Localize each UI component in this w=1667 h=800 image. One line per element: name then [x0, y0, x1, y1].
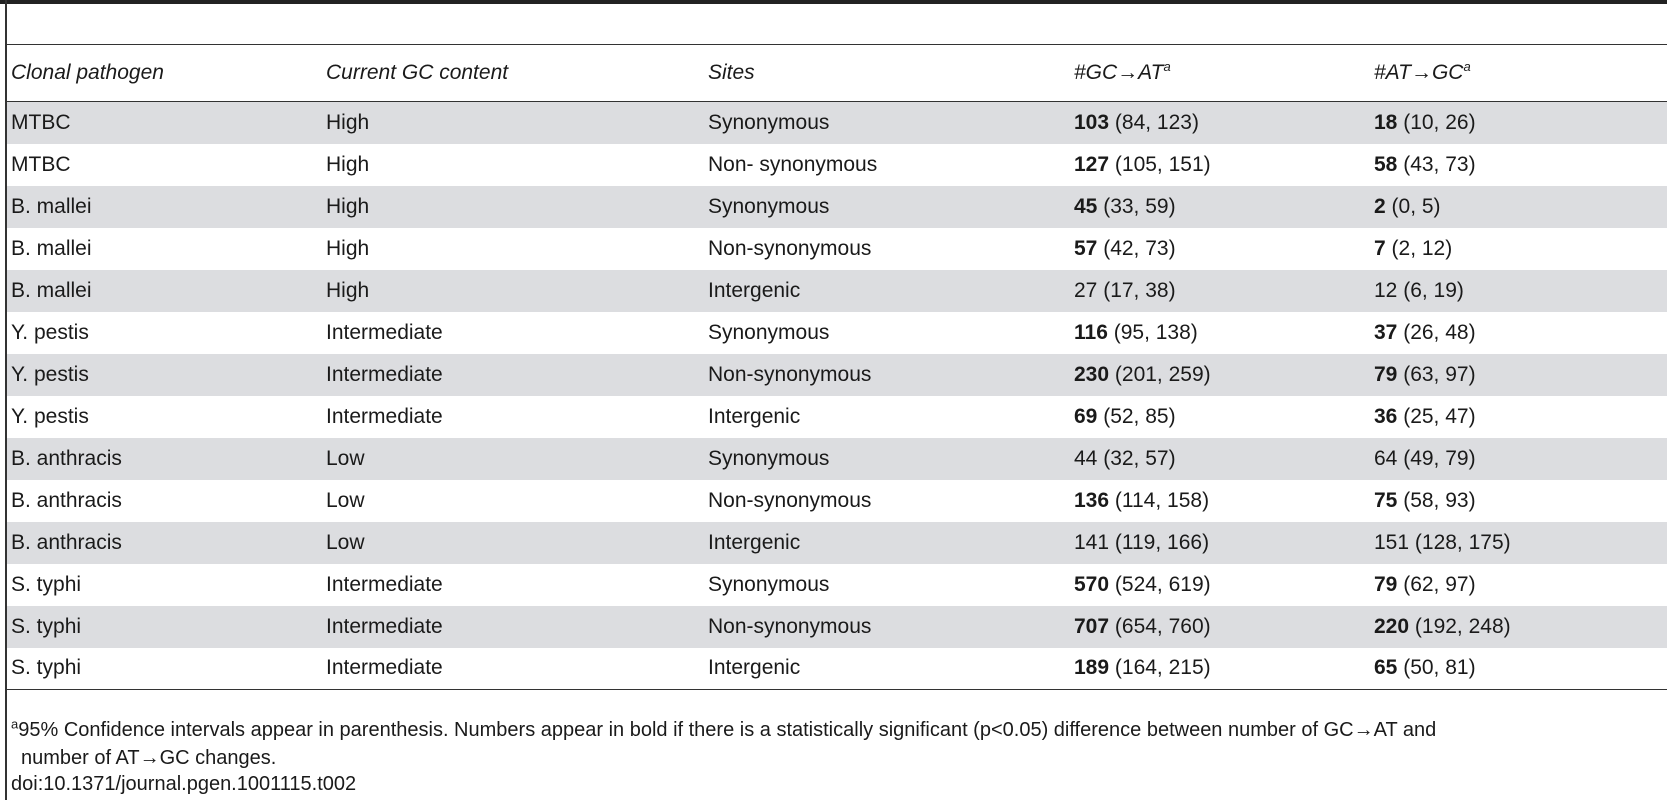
cell-at-to-gc — [1370, 144, 1667, 186]
cell-gc-content: Low — [326, 446, 365, 470]
table-row — [7, 144, 1667, 186]
cell-pathogen: S. typhi — [11, 656, 82, 680]
table-row — [7, 270, 1667, 312]
cell-gc-to-at-value: 141 — [1074, 530, 1110, 554]
footnote — [11, 716, 1651, 772]
header-clonal-pathogen: Clonal pathogen — [11, 61, 164, 84]
footnote-line-2: number of AT→GC changes. — [21, 747, 277, 769]
cell-gc-to-at-value: 103 — [1074, 110, 1110, 134]
cell-sites: Non-synonymous — [708, 488, 872, 512]
cell-gc-to-at-value: 57 — [1074, 236, 1098, 260]
header-at-to-gc-label: #AT→GC — [1374, 61, 1464, 84]
cell-at-to-gc-ci: (192, 248) — [1414, 614, 1511, 638]
cell-sites: Intergenic — [708, 656, 801, 680]
table-row — [7, 522, 1667, 564]
table-row — [7, 312, 1667, 354]
cell-gc-to-at-ci: (119, 166) — [1114, 530, 1210, 554]
cell-gc-content: High — [326, 110, 370, 134]
cell-pathogen: B. anthracis — [11, 488, 122, 512]
cell-gc-to-at-ci: (84, 123) — [1114, 110, 1199, 134]
cell-at-to-gc — [1370, 648, 1667, 690]
cell-gc-content: Intermediate — [326, 320, 443, 344]
cell-at-to-gc-ci: (63, 97) — [1403, 362, 1476, 386]
cell-gc-to-at-value: 69 — [1074, 404, 1098, 428]
cell-at-to-gc — [1370, 228, 1667, 270]
cell-gc-to-at-value: 707 — [1074, 614, 1110, 638]
cell-gc-to-at-ci: (164, 215) — [1114, 656, 1211, 680]
cell-gc-to-at — [1070, 522, 1370, 564]
cell-gc-to-at-ci: (114, 158) — [1114, 488, 1210, 512]
cell-gc-to-at — [1070, 606, 1370, 648]
cell-at-to-gc-value: 151 — [1374, 530, 1410, 554]
cell-gc-content: Low — [326, 488, 365, 512]
footnote-text-1: 95% Confidence intervals appear in parenthesis. Numbers appear in bold if there is a statistically significant (p<0.05) difference between number of GC→AT and — [18, 719, 1437, 741]
cell-at-to-gc-ci: (10, 26) — [1403, 110, 1476, 134]
cell-at-to-gc — [1370, 480, 1667, 522]
cell-sites: Synonymous — [708, 572, 830, 596]
cell-gc-to-at — [1070, 648, 1370, 690]
header-gc-to-at-sup: a — [1163, 59, 1171, 74]
cell-pathogen: B. anthracis — [11, 446, 122, 470]
cell-at-to-gc-value: 64 — [1374, 446, 1398, 470]
cell-gc-to-at — [1070, 186, 1370, 228]
cell-sites: Non-synonymous — [708, 236, 872, 260]
cell-sites: Synonymous — [708, 446, 830, 470]
cell-sites: Intergenic — [708, 404, 801, 428]
top-border — [0, 0, 1667, 4]
header-at-to-gc-sup: a — [1463, 59, 1471, 74]
results-table-container — [7, 44, 1667, 690]
table-row — [7, 354, 1667, 396]
cell-at-to-gc-ci: (25, 47) — [1403, 404, 1476, 428]
cell-at-to-gc-value: 18 — [1374, 110, 1398, 134]
cell-at-to-gc-ci: (58, 93) — [1403, 488, 1476, 512]
cell-at-to-gc-ci: (6, 19) — [1403, 278, 1464, 302]
cell-gc-to-at-ci: (654, 760) — [1114, 614, 1211, 638]
table-row — [7, 606, 1667, 648]
cell-sites: Intergenic — [708, 278, 801, 302]
cell-gc-to-at-ci: (17, 38) — [1103, 278, 1176, 302]
cell-at-to-gc — [1370, 270, 1667, 312]
header-gc-to-at — [1070, 45, 1370, 102]
cell-pathogen: S. typhi — [11, 614, 82, 638]
cell-pathogen: MTBC — [11, 110, 71, 134]
cell-at-to-gc-ci: (49, 79) — [1403, 446, 1476, 470]
cell-at-to-gc-value: 79 — [1374, 572, 1398, 596]
cell-gc-content: High — [326, 152, 370, 176]
cell-pathogen: S. typhi — [11, 572, 82, 596]
cell-gc-to-at-ci: (32, 57) — [1103, 446, 1176, 470]
cell-sites: Intergenic — [708, 530, 801, 554]
cell-at-to-gc-value: 36 — [1374, 404, 1398, 428]
cell-at-to-gc-value: 65 — [1374, 656, 1398, 680]
cell-at-to-gc-value: 58 — [1374, 152, 1398, 176]
cell-gc-to-at — [1070, 354, 1370, 396]
cell-pathogen: MTBC — [11, 152, 71, 176]
cell-gc-to-at — [1070, 480, 1370, 522]
cell-gc-to-at-value: 27 — [1074, 278, 1098, 302]
cell-at-to-gc-value: 7 — [1374, 236, 1386, 260]
cell-gc-content: Intermediate — [326, 656, 443, 680]
cell-gc-to-at-value: 45 — [1074, 194, 1098, 218]
cell-at-to-gc — [1370, 606, 1667, 648]
table-row — [7, 396, 1667, 438]
cell-gc-to-at — [1070, 396, 1370, 438]
cell-gc-to-at — [1070, 102, 1370, 144]
table-row — [7, 480, 1667, 522]
cell-pathogen: Y. pestis — [11, 320, 89, 344]
cell-gc-to-at — [1070, 564, 1370, 606]
cell-sites: Synonymous — [708, 110, 830, 134]
cell-gc-content: High — [326, 278, 370, 302]
cell-gc-to-at-value: 189 — [1074, 656, 1110, 680]
cell-at-to-gc-value: 37 — [1374, 320, 1398, 344]
cell-sites: Non-synonymous — [708, 362, 872, 386]
cell-gc-to-at-ci: (95, 138) — [1113, 320, 1198, 344]
table-row — [7, 186, 1667, 228]
cell-gc-to-at-ci: (524, 619) — [1114, 572, 1211, 596]
table-header-row — [7, 45, 1667, 102]
cell-at-to-gc-ci: (0, 5) — [1391, 194, 1441, 218]
header-current-gc-content: Current GC content — [326, 61, 509, 84]
cell-gc-to-at — [1070, 228, 1370, 270]
cell-at-to-gc-ci: (62, 97) — [1403, 572, 1476, 596]
cell-gc-content: Intermediate — [326, 404, 443, 428]
cell-at-to-gc — [1370, 312, 1667, 354]
cell-gc-to-at-value: 136 — [1074, 488, 1110, 512]
table-body — [7, 102, 1667, 690]
header-gc-to-at-label: #GC→AT — [1074, 61, 1164, 84]
cell-pathogen: Y. pestis — [11, 404, 89, 428]
cell-gc-to-at — [1070, 438, 1370, 480]
cell-at-to-gc-value: 75 — [1374, 488, 1398, 512]
cell-gc-to-at-ci: (105, 151) — [1114, 152, 1211, 176]
cell-at-to-gc — [1370, 564, 1667, 606]
cell-pathogen: B. mallei — [11, 236, 92, 260]
cell-gc-to-at — [1070, 312, 1370, 354]
cell-at-to-gc-ci: (50, 81) — [1403, 656, 1476, 680]
cell-at-to-gc — [1370, 186, 1667, 228]
cell-gc-to-at-ci: (201, 259) — [1114, 362, 1211, 386]
footnote-line-1 — [11, 716, 1651, 744]
cell-sites: Non- synonymous — [708, 152, 878, 176]
cell-gc-content: High — [326, 194, 370, 218]
table-row — [7, 648, 1667, 690]
table-row — [7, 228, 1667, 270]
cell-sites: Synonymous — [708, 320, 830, 344]
footnote-marker: a — [11, 716, 19, 732]
cell-at-to-gc-ci: (43, 73) — [1403, 152, 1476, 176]
cell-gc-content: Intermediate — [326, 572, 443, 596]
doi-reference: doi:10.1371/journal.pgen.1001115.t002 — [11, 773, 357, 795]
cell-at-to-gc — [1370, 102, 1667, 144]
cell-gc-to-at-value: 116 — [1074, 320, 1108, 344]
cell-gc-content: Intermediate — [326, 362, 443, 386]
cell-at-to-gc — [1370, 396, 1667, 438]
cell-gc-to-at-value: 230 — [1074, 362, 1110, 386]
table-row — [7, 438, 1667, 480]
cell-gc-content: High — [326, 236, 370, 260]
cell-at-to-gc — [1370, 438, 1667, 480]
table-row — [7, 564, 1667, 606]
results-table — [7, 44, 1667, 690]
cell-sites: Non-synonymous — [708, 614, 872, 638]
cell-at-to-gc-value: 220 — [1374, 614, 1410, 638]
cell-pathogen: B. anthracis — [11, 530, 122, 554]
cell-at-to-gc — [1370, 354, 1667, 396]
cell-pathogen: B. mallei — [11, 194, 92, 218]
cell-at-to-gc-ci: (128, 175) — [1414, 530, 1511, 554]
cell-at-to-gc-ci: (2, 12) — [1391, 236, 1453, 260]
cell-pathogen: B. mallei — [11, 278, 92, 302]
cell-gc-to-at-ci: (42, 73) — [1103, 236, 1176, 260]
cell-at-to-gc — [1370, 522, 1667, 564]
cell-gc-to-at — [1070, 144, 1370, 186]
header-at-to-gc — [1370, 45, 1667, 102]
cell-at-to-gc-value: 12 — [1374, 278, 1398, 302]
cell-gc-to-at-ci: (33, 59) — [1103, 194, 1176, 218]
cell-pathogen: Y. pestis — [11, 362, 89, 386]
cell-gc-to-at — [1070, 270, 1370, 312]
cell-gc-to-at-ci: (52, 85) — [1103, 404, 1176, 428]
cell-sites: Synonymous — [708, 194, 830, 218]
cell-at-to-gc-ci: (26, 48) — [1403, 320, 1476, 344]
cell-at-to-gc-value: 2 — [1374, 194, 1386, 218]
cell-gc-content: Intermediate — [326, 614, 443, 638]
cell-gc-to-at-value: 127 — [1074, 152, 1110, 176]
header-sites: Sites — [708, 61, 755, 84]
cell-gc-to-at-value: 44 — [1074, 446, 1098, 470]
cell-gc-to-at-value: 570 — [1074, 572, 1110, 596]
cell-at-to-gc-value: 79 — [1374, 362, 1398, 386]
table-row — [7, 102, 1667, 144]
cell-gc-content: Low — [326, 530, 365, 554]
